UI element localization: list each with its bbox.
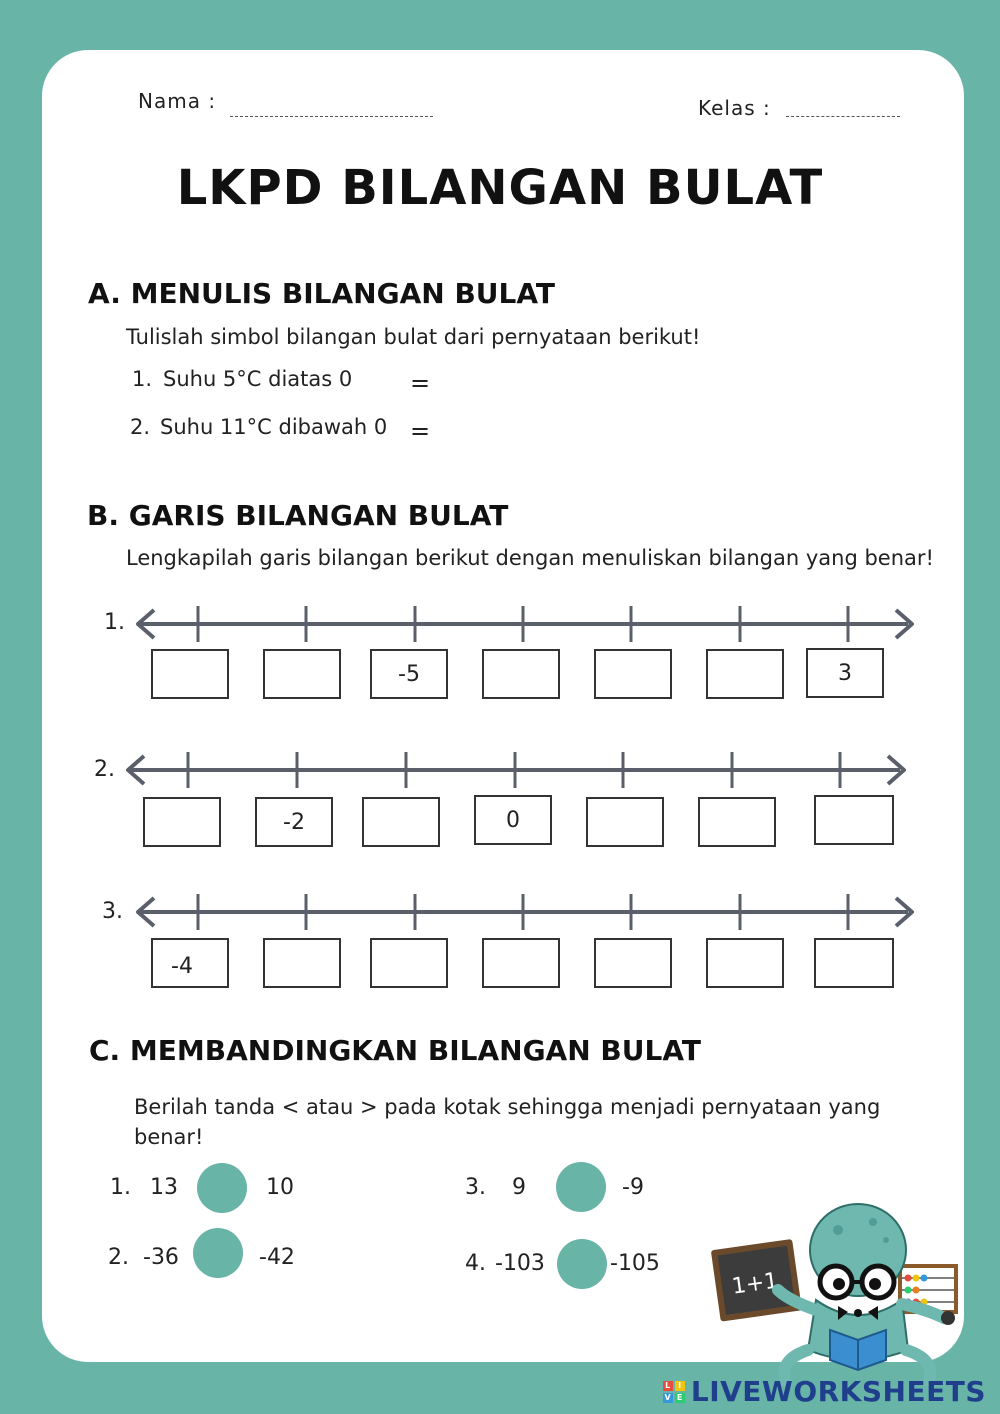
compare-item-number: 1. (110, 1175, 131, 1200)
equals-sign: = (410, 417, 431, 445)
number-line-1-label: 1. (104, 610, 125, 635)
liveworksheets-logo-icon: L I V E (663, 1381, 685, 1403)
number-box: 3 (806, 648, 884, 698)
answer-input-a2[interactable] (440, 414, 640, 448)
compare-answer-circle[interactable] (556, 1162, 606, 1212)
number-box[interactable] (143, 797, 221, 847)
number-box[interactable] (482, 938, 560, 988)
number-box: -2 (255, 797, 333, 847)
number-line-1-arrow (130, 600, 920, 648)
number-line-2-label: 2. (94, 757, 115, 782)
section-b-heading: B. GARIS BILANGAN BULAT (87, 499, 509, 532)
section-a-item-number: 1. (132, 367, 153, 391)
compare-left-value: -103 (495, 1251, 545, 1276)
page-title: LKPD BILANGAN BULAT (176, 160, 824, 216)
section-c-heading: C. MEMBANDINGKAN BILANGAN BULAT (89, 1034, 701, 1067)
compare-right-value: -105 (610, 1251, 660, 1276)
worksheet-page (42, 50, 964, 1362)
liveworksheets-brand[interactable] (663, 1375, 986, 1408)
number-line-3-label: 3. (102, 899, 123, 924)
section-b-instruction: Lengkapilah garis bilangan berikut dengan menuliskan bilangan yang benar! (126, 546, 934, 570)
compare-right-value: 10 (266, 1175, 294, 1200)
compare-answer-circle[interactable] (557, 1239, 607, 1289)
number-box[interactable] (698, 797, 776, 847)
number-box: -5 (370, 649, 448, 699)
number-box[interactable] (594, 938, 672, 988)
compare-answer-circle[interactable] (197, 1163, 247, 1213)
equals-sign: = (410, 369, 431, 397)
section-a-heading: A. MENULIS BILANGAN BULAT (88, 277, 555, 310)
number-line-3-arrow (130, 888, 920, 936)
number-box[interactable] (586, 797, 664, 847)
class-field[interactable] (786, 116, 900, 117)
section-c-instruction: Berilah tanda < atau > pada kotak sehingga menjadi pernyataan yang benar! (134, 1095, 881, 1149)
section-a-instruction: Tulislah simbol bilangan bulat dari pernyataan berikut! (126, 325, 701, 349)
compare-item-number: 4. (465, 1251, 486, 1276)
name-field[interactable] (230, 116, 433, 117)
compare-left-value: -36 (143, 1245, 179, 1270)
compare-right-value: -9 (622, 1175, 644, 1200)
number-box[interactable] (362, 797, 440, 847)
number-box[interactable] (706, 649, 784, 699)
class-label: Kelas : (698, 96, 771, 120)
number-box[interactable] (151, 649, 229, 699)
number-box[interactable] (594, 649, 672, 699)
compare-left-value: 9 (512, 1175, 526, 1200)
number-box: -4 (151, 938, 229, 988)
compare-item-number: 3. (465, 1175, 486, 1200)
number-box[interactable] (814, 795, 894, 845)
compare-item-number: 2. (108, 1245, 129, 1270)
compare-left-value: 13 (150, 1175, 178, 1200)
number-line-2-arrow (120, 746, 912, 794)
answer-input-a1[interactable] (440, 366, 640, 400)
number-box[interactable] (706, 938, 784, 988)
section-a-item-text: Suhu 11°C dibawah 0 (160, 415, 388, 439)
compare-answer-circle[interactable] (193, 1228, 243, 1278)
octopus-teacher-illustration (708, 1200, 976, 1386)
chalkboard (711, 1239, 802, 1322)
number-box: 0 (474, 795, 552, 845)
chalkboard-text: 1+1 (730, 1268, 780, 1300)
number-box[interactable] (814, 938, 894, 988)
number-box[interactable] (482, 649, 560, 699)
number-box[interactable] (370, 938, 448, 988)
section-a-item-number: 2. (130, 415, 151, 439)
number-box[interactable] (263, 938, 341, 988)
name-label: Nama : (138, 89, 217, 113)
compare-right-value: -42 (259, 1245, 295, 1270)
liveworksheets-text: LIVEWORKSHEETS (690, 1375, 986, 1408)
number-box[interactable] (263, 649, 341, 699)
section-a-item-text: Suhu 5°C diatas 0 (163, 367, 353, 391)
